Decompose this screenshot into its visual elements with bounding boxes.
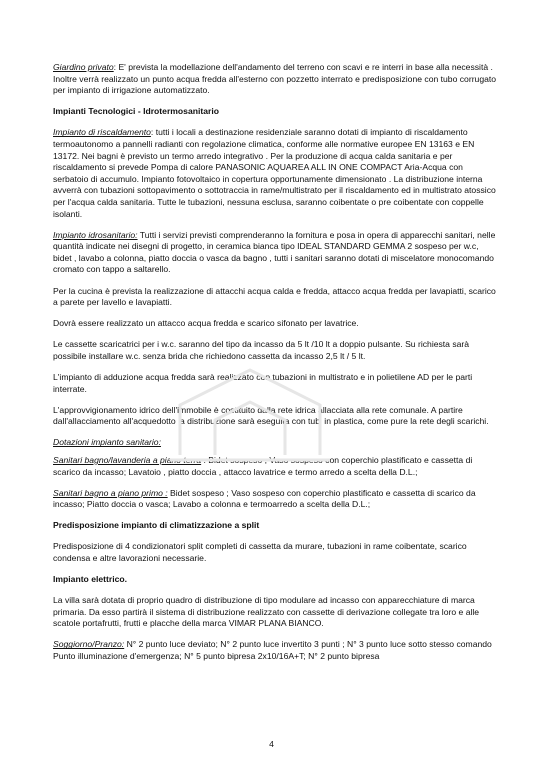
paragraph bbox=[53, 230, 499, 276]
section-heading bbox=[53, 520, 499, 532]
paragraph-text: Tutti i servizi previsti comprenderanno la fornitura e posa in opera di apparecchi sanitari, nelle quantità indicate nei disegni di progetto, in ceramica bianca tipo IDEAL STANDARD GEMMA 2 sospeso per w.c, bidet , lavabo a colonna, piatto doccia o vasca da bagno , tutti i sanitari saranno dotati di miscelatore monocomando cromato con tappo a saltarello. bbox=[53, 229, 496, 275]
paragraph bbox=[53, 127, 499, 220]
paragraph-label: Dotazioni impianto sanitario: bbox=[53, 437, 161, 448]
document-body bbox=[53, 62, 499, 663]
paragraph bbox=[53, 405, 499, 428]
paragraph-label: Sanitari bagno a piano primo : bbox=[53, 487, 168, 498]
paragraph-label: Giardino privato bbox=[53, 62, 114, 72]
paragraph-text: : tutti i locali a destinazione residenziale saranno dotati di impianto di riscaldamento termoautonomo a pannelli radianti con regolazione climatica, conforme alle normative europee EN 13163 e EN 13172. Nei bagni è previsto un termo arredo integrativo . Per la produzione di acqua calda sanitaria e per riscaldamento si prevede Pompa di calore PANASONIC AQUAREA ALL IN ONE COMPACT Aria-Acqua con serbatoio di accumulo. Impianto fotovoltaico in copertura opportunamente dimensionato . La distribuzione interna avverrà con tubazioni sottopavimento o sottotraccia in rame/multistrato per il riscaldamento ed in multistrato atossico per l'acqua calda sanitaria. Tutte le tubazioni, nessuna esclusa, saranno coibentate o pre coibentate con coppelle isolanti. bbox=[53, 127, 496, 219]
paragraph-label: Impianto di riscaldamento bbox=[53, 127, 151, 138]
page-number: 4 bbox=[269, 739, 274, 749]
paragraph-text: Le cassette scaricatrici per i w.c. saranno del tipo da incasso da 5 lt /10 lt a doppio pulsante. Su richiesta sarà possibile installare w.c. senza brida che richiedono cassetta da incasso 2,5 lt / 5 lt. bbox=[53, 339, 470, 361]
paragraph bbox=[53, 339, 499, 362]
paragraph bbox=[53, 455, 499, 478]
paragraph-text: L'impianto di adduzione acqua fredda sarà realizzato con tubazioni in multistrato e in polietilene AD per le parti interrate. bbox=[53, 371, 473, 394]
paragraph-text: Per la cucina è prevista la realizzazione di attacchi acqua calda e fredda, attacco acqua fredda per lavapiatti, scarico a parete per lavello e lavapiatti. bbox=[53, 285, 496, 308]
paragraph bbox=[53, 639, 499, 662]
paragraph-text: Predisposizione di 4 condizionatori split completi di cassetta da murare, tubazioni in rame coibentate, scarico condensa e altre lavorazioni necessarie. bbox=[53, 541, 467, 563]
section-heading bbox=[53, 106, 499, 118]
paragraph bbox=[53, 595, 499, 630]
section-heading bbox=[53, 574, 499, 586]
paragraph-text: La villa sarà dotata di proprio quadro di distribuzione di tipo modulare ad incasso con apparecchiature di marca primaria. Da esso partirà il sistema di distribuzione realizzato con cassette di derivazione collegate tra loro e alle scatole portafrutti, frutti e placche della marca VIMAR PLANA BIANCO. bbox=[53, 595, 480, 629]
paragraph-label: Impianto idrosanitario: bbox=[53, 229, 138, 240]
paragraph bbox=[53, 318, 499, 330]
paragraph bbox=[53, 488, 499, 511]
paragraph-label: Soggiorno/Pranzo: bbox=[53, 639, 125, 650]
heading-text: Predisposizione impianto di climatizzazione a split bbox=[53, 520, 260, 531]
paragraph bbox=[53, 62, 499, 97]
paragraph bbox=[53, 372, 499, 395]
paragraph-text: : Bidet sospeso ; Vaso sospeso con coperchio plastificato e cassetta di scarico da incasso; Lavatoio , piatto doccia , attacco lavatrice e termo arredo a scelta della D.L.; bbox=[53, 454, 473, 477]
paragraph bbox=[53, 541, 499, 564]
paragraph-text: : E' prevista la modellazione dell'andamento del terreno con scavi e re interri in base alla necessità . Inoltre verrà realizzato un punto acqua fredda all'esterno con pozzetto interrato e predisposizione con tubo corrugato per impianto di irrigazione automatizzato. bbox=[53, 62, 497, 96]
paragraph-text: Bidet sospeso ; Vaso sospeso con coperchio plastificato e cassetta di scarico da incasso; Piatto doccia o vasca; Lavabo a colonna e termoarredo a scelta della D.L.; bbox=[53, 487, 476, 510]
paragraph-label: Sanitari bagno/lavanderia a piano terra bbox=[53, 454, 202, 465]
paragraph-text: Dovrà essere realizzato un attacco acqua fredda e scarico sifonato per lavatrice. bbox=[53, 318, 359, 329]
heading-text: Impianti Tecnologici - Idrotermosanitario bbox=[53, 106, 220, 117]
paragraph-text: N° 2 punto luce deviato; N° 2 punto luce invertito 3 punti ; N° 3 punto luce sotto stesso comando Punto illuminazione d'emergenza; N° 5 punto bipresa 2x10/16A+T; N° 2 punto bipresa bbox=[53, 639, 492, 662]
paragraph bbox=[53, 437, 499, 449]
heading-text: Impianto elettrico. bbox=[53, 574, 128, 585]
paragraph-text: L'approvvigionamento idrico dell'immobile è costituito dalla rete idrica allacciata alla rete comunale. A partire dall'allacciamento all'acquedotto la distribuzione sarà eseguita con tubi in plastica, come pure la rete degli scarichi. bbox=[53, 404, 489, 427]
paragraph bbox=[53, 286, 499, 309]
